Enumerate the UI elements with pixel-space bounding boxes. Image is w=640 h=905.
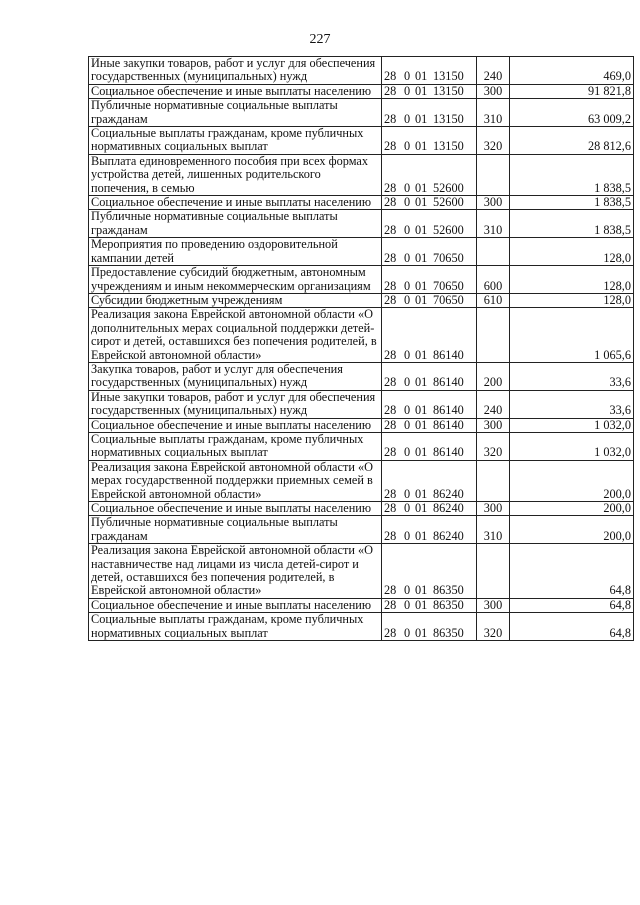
table-row	[89, 127, 634, 155]
table-row	[89, 84, 634, 98]
target-code-cell	[382, 127, 477, 155]
expense-name-cell: Публичные нормативные социальные выплаты гражданам	[89, 516, 382, 544]
amount-cell: 33,6	[510, 390, 634, 418]
target-code-part: 01	[415, 528, 428, 543]
target-code-part: 0	[404, 139, 411, 154]
target-code-part: 86140	[433, 445, 464, 460]
expense-name-cell: Мероприятия по проведению оздоровительной кампании детей	[89, 238, 382, 266]
target-code-part: 01	[415, 625, 428, 640]
expense-name-cell: Субсидии бюджетным учреждениям	[89, 293, 382, 307]
target-code-part: 01	[415, 347, 428, 362]
target-code-part: 0	[404, 111, 411, 126]
expense-name-cell: Социальные выплаты гражданам, кроме публичных нормативных социальных выплат	[89, 613, 382, 641]
expense-type-cell: 300	[477, 84, 510, 98]
target-code-cell	[382, 390, 477, 418]
target-code-part: 70650	[433, 250, 464, 265]
expense-type-cell: 200	[477, 362, 510, 390]
target-code-part: 0	[404, 84, 411, 98]
target-code-part: 28	[384, 195, 397, 210]
target-code-cell	[382, 266, 477, 294]
table-row	[89, 308, 634, 363]
target-code-part: 0	[404, 69, 411, 84]
target-code-part: 01	[415, 250, 428, 265]
target-code-part: 28	[384, 583, 397, 598]
amount-cell: 1 838,5	[510, 196, 634, 210]
target-code-part: 28	[384, 222, 397, 237]
target-code-cell	[382, 598, 477, 612]
target-code-cell	[382, 238, 477, 266]
amount-cell: 200,0	[510, 502, 634, 516]
target-code-part: 28	[384, 403, 397, 418]
target-code-part: 28	[384, 293, 397, 307]
target-code-part: 28	[384, 278, 397, 293]
expense-name-cell: Предоставление субсидий бюджетным, автономным учреждениям и иным некоммерческим организациям	[89, 266, 382, 294]
target-code-cell	[382, 196, 477, 210]
amount-cell: 128,0	[510, 238, 634, 266]
expense-type-cell: 300	[477, 502, 510, 516]
target-code-cell	[382, 308, 477, 363]
target-code-cell	[382, 544, 477, 599]
expense-type-cell: 240	[477, 390, 510, 418]
target-code-part: 70650	[433, 293, 464, 307]
table-row	[89, 99, 634, 127]
target-code-cell	[382, 613, 477, 641]
expense-type-cell: 320	[477, 432, 510, 460]
target-code-part: 0	[404, 625, 411, 640]
table-row	[89, 238, 634, 266]
table-row	[89, 57, 634, 85]
table-row	[89, 418, 634, 432]
amount-cell: 64,8	[510, 598, 634, 612]
expense-name-cell: Иные закупки товаров, работ и услуг для обеспечения государственных (муниципальных) нужд	[89, 57, 382, 85]
target-code-part: 01	[415, 486, 428, 501]
target-code-part: 01	[415, 501, 428, 515]
table-row	[89, 613, 634, 641]
expense-type-cell: 240	[477, 57, 510, 85]
table-row	[89, 196, 634, 210]
expense-type-cell	[477, 154, 510, 195]
target-code-part: 01	[415, 111, 428, 126]
target-code-cell	[382, 154, 477, 195]
expense-name-cell: Публичные нормативные социальные выплаты гражданам	[89, 99, 382, 127]
target-code-part: 70650	[433, 278, 464, 293]
target-code-part: 01	[415, 583, 428, 598]
expense-name-cell: Выплата единовременного пособия при всех формах устройства детей, лишенных родительского попечения, в семью	[89, 154, 382, 195]
target-code-part: 86240	[433, 486, 464, 501]
target-code-part: 13150	[433, 139, 464, 154]
target-code-part: 86240	[433, 528, 464, 543]
expense-type-cell	[477, 308, 510, 363]
expense-type-cell: 300	[477, 196, 510, 210]
target-code-part: 01	[415, 445, 428, 460]
target-code-cell	[382, 210, 477, 238]
target-code-part: 01	[415, 418, 428, 432]
target-code-part: 0	[404, 222, 411, 237]
target-code-part: 86140	[433, 347, 464, 362]
table-row	[89, 544, 634, 599]
target-code-part: 0	[404, 347, 411, 362]
amount-cell: 64,8	[510, 613, 634, 641]
target-code-part: 01	[415, 293, 428, 307]
table-row	[89, 460, 634, 501]
target-code-part: 01	[415, 180, 428, 195]
table-row	[89, 598, 634, 612]
target-code-part: 0	[404, 418, 411, 432]
expense-type-cell: 310	[477, 516, 510, 544]
target-code-part: 13150	[433, 111, 464, 126]
expense-name-cell: Социальное обеспечение и иные выплаты населению	[89, 196, 382, 210]
target-code-part: 13150	[433, 69, 464, 84]
target-code-part: 52600	[433, 180, 464, 195]
expense-name-cell: Публичные нормативные социальные выплаты гражданам	[89, 210, 382, 238]
amount-cell: 200,0	[510, 460, 634, 501]
table-row	[89, 293, 634, 307]
expense-name-cell: Социальное обеспечение и иные выплаты населению	[89, 598, 382, 612]
target-code-part: 86140	[433, 403, 464, 418]
amount-cell: 63 009,2	[510, 99, 634, 127]
target-code-part: 28	[384, 69, 397, 84]
target-code-part: 0	[404, 278, 411, 293]
expense-type-cell: 610	[477, 293, 510, 307]
target-code-part: 28	[384, 250, 397, 265]
target-code-cell	[382, 432, 477, 460]
amount-cell: 1 065,6	[510, 308, 634, 363]
target-code-part: 28	[384, 445, 397, 460]
expense-name-cell: Социальное обеспечение и иные выплаты населению	[89, 502, 382, 516]
target-code-cell	[382, 418, 477, 432]
target-code-part: 28	[384, 139, 397, 154]
target-code-part: 28	[384, 418, 397, 432]
target-code-part: 13150	[433, 84, 464, 98]
expense-name-cell: Реализация закона Еврейской автономной области «О наставничестве над лицами из числа детей-сирот и детей, оставшихся без попечения родителей, в Еврейской автономной области»	[89, 544, 382, 599]
target-code-cell	[382, 99, 477, 127]
target-code-part: 28	[384, 111, 397, 126]
target-code-cell	[382, 293, 477, 307]
amount-cell: 128,0	[510, 266, 634, 294]
expense-name-cell: Иные закупки товаров, работ и услуг для обеспечения государственных (муниципальных) нужд	[89, 390, 382, 418]
expense-type-cell: 600	[477, 266, 510, 294]
target-code-part: 86240	[433, 501, 464, 515]
target-code-part: 28	[384, 528, 397, 543]
target-code-part: 01	[415, 84, 428, 98]
expense-type-cell: 300	[477, 598, 510, 612]
target-code-part: 0	[404, 583, 411, 598]
target-code-part: 28	[384, 598, 397, 612]
target-code-part: 01	[415, 222, 428, 237]
target-code-cell	[382, 84, 477, 98]
target-code-part: 01	[415, 139, 428, 154]
target-code-part: 0	[404, 195, 411, 210]
table-row	[89, 390, 634, 418]
target-code-part: 01	[415, 598, 428, 612]
target-code-part: 01	[415, 69, 428, 84]
target-code-part: 86140	[433, 418, 464, 432]
target-code-part: 28	[384, 375, 397, 390]
target-code-part: 86140	[433, 375, 464, 390]
target-code-part: 0	[404, 375, 411, 390]
target-code-cell	[382, 57, 477, 85]
target-code-part: 01	[415, 403, 428, 418]
amount-cell: 1 032,0	[510, 432, 634, 460]
target-code-part: 28	[384, 625, 397, 640]
target-code-part: 52600	[433, 195, 464, 210]
target-code-cell	[382, 362, 477, 390]
target-code-part: 86350	[433, 583, 464, 598]
target-code-part: 0	[404, 501, 411, 515]
expense-name-cell: Закупка товаров, работ и услуг для обеспечения государственных (муниципальных) нужд	[89, 362, 382, 390]
amount-cell: 469,0	[510, 57, 634, 85]
budget-table-body	[89, 57, 634, 641]
page-number: 227	[309, 32, 331, 47]
table-row	[89, 502, 634, 516]
target-code-part: 0	[404, 250, 411, 265]
target-code-part: 0	[404, 598, 411, 612]
target-code-part: 0	[404, 403, 411, 418]
amount-cell: 1 838,5	[510, 210, 634, 238]
target-code-part: 28	[384, 501, 397, 515]
table-row	[89, 154, 634, 195]
target-code-part: 28	[384, 347, 397, 362]
target-code-part: 52600	[433, 222, 464, 237]
amount-cell: 200,0	[510, 516, 634, 544]
amount-cell: 91 821,8	[510, 84, 634, 98]
budget-table	[88, 56, 634, 641]
table-row	[89, 362, 634, 390]
expense-name-cell: Социальные выплаты гражданам, кроме публичных нормативных социальных выплат	[89, 432, 382, 460]
target-code-part: 0	[404, 486, 411, 501]
amount-cell: 1 838,5	[510, 154, 634, 195]
expense-type-cell	[477, 460, 510, 501]
expense-type-cell: 310	[477, 99, 510, 127]
target-code-part: 28	[384, 180, 397, 195]
target-code-part: 01	[415, 375, 428, 390]
target-code-part: 28	[384, 84, 397, 98]
expense-name-cell: Реализация закона Еврейской автономной области «О дополнительных мерах социальной поддержки детей-сирот и детей, оставшихся без попечения родителей, в Еврейской автономной области»	[89, 308, 382, 363]
expense-name-cell: Социальные выплаты гражданам, кроме публичных нормативных социальных выплат	[89, 127, 382, 155]
expense-type-cell: 310	[477, 210, 510, 238]
target-code-cell	[382, 502, 477, 516]
target-code-part: 86350	[433, 598, 464, 612]
expense-type-cell: 320	[477, 127, 510, 155]
target-code-part: 86350	[433, 625, 464, 640]
target-code-part: 01	[415, 278, 428, 293]
expense-type-cell	[477, 238, 510, 266]
table-row	[89, 210, 634, 238]
target-code-part: 01	[415, 195, 428, 210]
target-code-part: 0	[404, 293, 411, 307]
target-code-part: 0	[404, 528, 411, 543]
amount-cell: 64,8	[510, 544, 634, 599]
amount-cell: 33,6	[510, 362, 634, 390]
target-code-cell	[382, 516, 477, 544]
expense-name-cell: Социальное обеспечение и иные выплаты населению	[89, 84, 382, 98]
expense-name-cell: Социальное обеспечение и иные выплаты населению	[89, 418, 382, 432]
amount-cell: 128,0	[510, 293, 634, 307]
target-code-cell	[382, 460, 477, 501]
target-code-part: 0	[404, 180, 411, 195]
table-row	[89, 266, 634, 294]
target-code-part: 28	[384, 486, 397, 501]
amount-cell: 28 812,6	[510, 127, 634, 155]
table-row	[89, 432, 634, 460]
table-row	[89, 516, 634, 544]
expense-type-cell: 320	[477, 613, 510, 641]
target-code-part: 0	[404, 445, 411, 460]
expense-name-cell: Реализация закона Еврейской автономной области «О мерах государственной поддержки приемных семей в Еврейской автономной области»	[89, 460, 382, 501]
amount-cell: 1 032,0	[510, 418, 634, 432]
expense-type-cell	[477, 544, 510, 599]
expense-type-cell: 300	[477, 418, 510, 432]
